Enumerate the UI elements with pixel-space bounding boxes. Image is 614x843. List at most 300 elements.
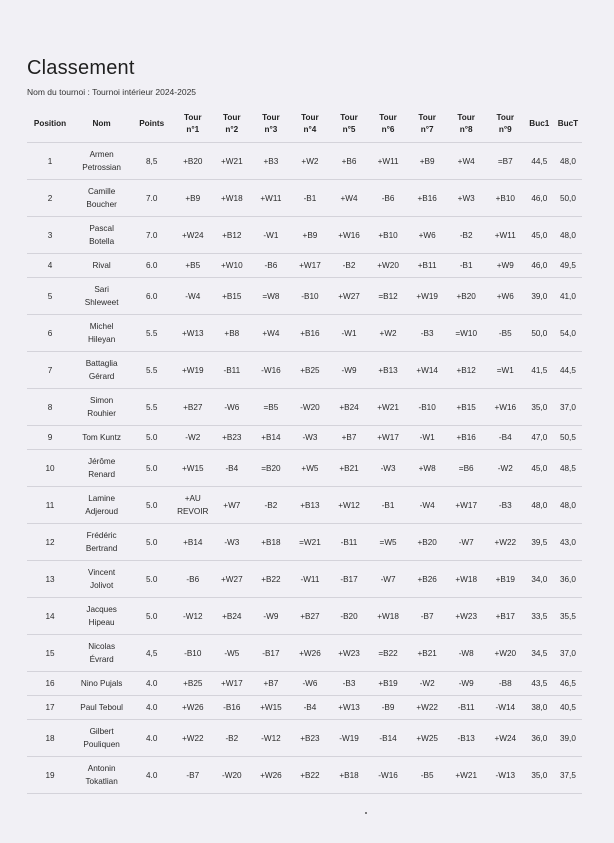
table-row: [27, 180, 582, 217]
points-cell: 5.0: [130, 561, 173, 598]
round-result-cell: -B10: [173, 635, 212, 672]
round-result-cell: +W17: [369, 426, 408, 450]
col-header-round-4: Tour n°4: [290, 106, 329, 143]
points-cell: 4.0: [130, 696, 173, 720]
tournament-name-line: [27, 87, 196, 97]
round-result-cell: +W20: [369, 254, 408, 278]
name-cell: [73, 561, 130, 598]
round-result-cell: +W2: [290, 143, 329, 180]
round-result-cell: +W26: [290, 635, 329, 672]
round-result-cell: +W13: [173, 315, 212, 352]
col-header-round-1: Tour n°1: [173, 106, 212, 143]
buct-cell: 54,0: [554, 315, 582, 352]
name-cell: [73, 352, 130, 389]
round-result-cell: +W14: [408, 352, 447, 389]
round-result-cell: +B13: [369, 352, 408, 389]
col-header-round-6: Tour n°6: [369, 106, 408, 143]
table-row: [27, 254, 582, 278]
round-result-cell: -B11: [329, 524, 368, 561]
round-result-cell: +W19: [408, 278, 447, 315]
buc1-cell: 39,5: [525, 524, 554, 561]
player-last-name: Rouhier: [87, 409, 116, 418]
position-cell: 10: [27, 450, 73, 487]
position-cell: 6: [27, 315, 73, 352]
round-result-cell: -B17: [329, 561, 368, 598]
round-result-cell: -W7: [447, 524, 486, 561]
name-cell: [73, 720, 130, 757]
round-result-cell: +W25: [408, 720, 447, 757]
round-result-cell: +B19: [369, 672, 408, 696]
round-result-cell: -W20: [212, 757, 251, 794]
points-cell: 4.0: [130, 720, 173, 757]
player-last-name: Hileyan: [87, 335, 116, 344]
round-result-cell: -B10: [408, 389, 447, 426]
round-result-cell: +W19: [173, 352, 212, 389]
position-cell: 2: [27, 180, 73, 217]
round-result-cell: +W11: [369, 143, 408, 180]
buc1-cell: 45,0: [525, 217, 554, 254]
buc1-cell: 38,0: [525, 696, 554, 720]
table-row: [27, 720, 582, 757]
player-last-name: Shleweet: [84, 298, 119, 307]
col-header-points: Points: [130, 106, 173, 143]
col-header-buc1: Buc1: [525, 106, 554, 143]
round-result-cell: -W2: [408, 672, 447, 696]
player-last-name: Gérard: [88, 372, 115, 381]
round-result-cell: -W16: [251, 352, 290, 389]
round-result-cell: -B4: [212, 450, 251, 487]
round-result-cell: =W21: [290, 524, 329, 561]
round-result-cell: +W4: [251, 315, 290, 352]
round-result-cell: +B17: [486, 598, 525, 635]
round-result-cell: -B10: [290, 278, 329, 315]
round-result-cell: +B22: [290, 757, 329, 794]
round-result-cell: +B20: [173, 143, 212, 180]
buc1-cell: 36,0: [525, 720, 554, 757]
name-cell: [73, 426, 130, 450]
round-result-cell: -W4: [408, 487, 447, 524]
round-result-cell: -W20: [290, 389, 329, 426]
col-header-round-8: Tour n°8: [447, 106, 486, 143]
table-row: [27, 450, 582, 487]
position-cell: 15: [27, 635, 73, 672]
round-result-cell: +W13: [329, 696, 368, 720]
player-last-name: Hipeau: [88, 618, 115, 627]
round-result-cell: +W17: [212, 672, 251, 696]
round-result-cell: -W1: [329, 315, 368, 352]
round-result-cell: -W3: [212, 524, 251, 561]
col-header-round-9: Tour n°9: [486, 106, 525, 143]
name-cell: [73, 696, 130, 720]
round-result-cell: +B15: [212, 278, 251, 315]
round-result-cell: +W24: [173, 217, 212, 254]
points-cell: 5.0: [130, 524, 173, 561]
table-row: [27, 426, 582, 450]
round-result-cell: -B3: [486, 487, 525, 524]
round-result-cell: -W3: [290, 426, 329, 450]
round-result-cell: +B21: [329, 450, 368, 487]
player-first-name: Michel: [89, 322, 114, 331]
position-cell: 18: [27, 720, 73, 757]
col-header-name: Nom: [73, 106, 130, 143]
player-first-name: Jacques: [86, 605, 117, 614]
table-row: [27, 672, 582, 696]
table-row: [27, 278, 582, 315]
tournament-name: Tournoi intérieur 2024-2025: [92, 87, 197, 97]
name-cell: [73, 487, 130, 524]
round-result-cell: -B5: [408, 757, 447, 794]
buct-cell: 50,5: [554, 426, 582, 450]
round-result-cell: +W6: [486, 278, 525, 315]
player-last-name: Jolivot: [90, 581, 114, 590]
points-cell: 4,5: [130, 635, 173, 672]
buct-cell: 48,5: [554, 450, 582, 487]
round-result-cell: -B16: [212, 696, 251, 720]
round-result-cell: =W10: [447, 315, 486, 352]
tournament-label: Nom du tournoi :: [27, 87, 90, 97]
table-row: [27, 217, 582, 254]
round-result-cell: +B19: [486, 561, 525, 598]
player-first-name: Frédéric: [86, 531, 117, 540]
round-result-cell: +B9: [173, 180, 212, 217]
round-result-cell: +W15: [251, 696, 290, 720]
buc1-cell: 50,0: [525, 315, 554, 352]
name-cell: [73, 254, 130, 278]
name-cell: [73, 672, 130, 696]
round-result-cell: +W11: [486, 217, 525, 254]
player-first-name: Lamine: [88, 494, 116, 503]
round-result-cell: +B22: [251, 561, 290, 598]
player-last-name: Renard: [88, 470, 116, 479]
position-cell: 9: [27, 426, 73, 450]
round-result-cell: =W8: [251, 278, 290, 315]
points-cell: 5.0: [130, 598, 173, 635]
round-result-cell: -B2: [447, 217, 486, 254]
col-header-position: Position: [27, 106, 73, 143]
round-result-cell: +W11: [251, 180, 290, 217]
round-result-cell: -W19: [329, 720, 368, 757]
round-result-cell: +B6: [329, 143, 368, 180]
position-cell: 17: [27, 696, 73, 720]
round-result-cell: +B25: [173, 672, 212, 696]
name-cell: [73, 180, 130, 217]
round-result-cell: -W1: [251, 217, 290, 254]
buc1-cell: 44,5: [525, 143, 554, 180]
name-cell: [73, 524, 130, 561]
round-result-cell: +B20: [447, 278, 486, 315]
round-result-cell: =B5: [251, 389, 290, 426]
table-row: [27, 561, 582, 598]
round-result-cell: -B2: [329, 254, 368, 278]
page-speck: [365, 812, 367, 814]
player-first-name: Vincent: [88, 568, 116, 577]
table-row: [27, 524, 582, 561]
table-row: [27, 696, 582, 720]
round-result-cell: -B9: [369, 696, 408, 720]
col-header-round-7: Tour n°7: [408, 106, 447, 143]
name-cell: [73, 635, 130, 672]
buct-cell: 37,5: [554, 757, 582, 794]
points-cell: 5.0: [130, 426, 173, 450]
table-row: [27, 143, 582, 180]
table-row: [27, 315, 582, 352]
round-result-cell: -W2: [173, 426, 212, 450]
buct-cell: 39,0: [554, 720, 582, 757]
round-result-cell: +B12: [447, 352, 486, 389]
round-result-cell: -W4: [173, 278, 212, 315]
round-result-cell: -W2: [486, 450, 525, 487]
buct-cell: 37,0: [554, 635, 582, 672]
round-result-cell: +AU REVOIR: [173, 487, 212, 524]
round-result-cell: +W18: [447, 561, 486, 598]
round-result-cell: +B11: [408, 254, 447, 278]
player-first-name: Tom Kuntz: [82, 433, 121, 442]
buct-cell: 48,0: [554, 143, 582, 180]
buc1-cell: 34,5: [525, 635, 554, 672]
round-result-cell: -B6: [369, 180, 408, 217]
position-cell: 7: [27, 352, 73, 389]
player-first-name: Antonin: [87, 764, 116, 773]
position-cell: 8: [27, 389, 73, 426]
player-first-name: Nicolas: [88, 642, 116, 651]
buc1-cell: 48,0: [525, 487, 554, 524]
points-cell: 4.0: [130, 757, 173, 794]
round-result-cell: +B12: [212, 217, 251, 254]
round-result-cell: +W26: [251, 757, 290, 794]
round-result-cell: +W27: [212, 561, 251, 598]
position-cell: 13: [27, 561, 73, 598]
round-result-cell: +W24: [486, 720, 525, 757]
buct-cell: 37,0: [554, 389, 582, 426]
round-result-cell: +W4: [329, 180, 368, 217]
round-result-cell: -W7: [369, 561, 408, 598]
round-result-cell: +B14: [173, 524, 212, 561]
round-result-cell: +W22: [173, 720, 212, 757]
page-title: Classement: [27, 57, 135, 79]
name-cell: [73, 143, 130, 180]
round-result-cell: +W23: [329, 635, 368, 672]
points-cell: 5.5: [130, 315, 173, 352]
position-cell: 1: [27, 143, 73, 180]
buc1-cell: 45,0: [525, 450, 554, 487]
round-result-cell: -B7: [173, 757, 212, 794]
standings-table: [27, 106, 582, 794]
buc1-cell: 43,5: [525, 672, 554, 696]
round-result-cell: +W21: [447, 757, 486, 794]
round-result-cell: +B3: [251, 143, 290, 180]
round-result-cell: +B18: [251, 524, 290, 561]
round-result-cell: +B16: [447, 426, 486, 450]
player-first-name: Gilbert: [89, 727, 114, 736]
player-last-name: Tokatlian: [85, 777, 118, 786]
buc1-cell: 46,0: [525, 254, 554, 278]
buc1-cell: 35,0: [525, 757, 554, 794]
round-result-cell: -B2: [212, 720, 251, 757]
round-result-cell: -B8: [486, 672, 525, 696]
round-result-cell: +B9: [408, 143, 447, 180]
points-cell: 5.5: [130, 352, 173, 389]
points-cell: 5.0: [130, 487, 173, 524]
round-result-cell: +B10: [369, 217, 408, 254]
table-row: [27, 635, 582, 672]
header-row: [27, 106, 582, 143]
player-last-name: Petrossian: [82, 163, 121, 172]
player-first-name: Simon: [90, 396, 114, 405]
round-result-cell: =B7: [486, 143, 525, 180]
round-result-cell: -B20: [329, 598, 368, 635]
buct-cell: 46,5: [554, 672, 582, 696]
table-row: [27, 352, 582, 389]
round-result-cell: +W15: [173, 450, 212, 487]
round-result-cell: -B6: [251, 254, 290, 278]
name-cell: [73, 389, 130, 426]
points-cell: 8,5: [130, 143, 173, 180]
round-result-cell: +B24: [212, 598, 251, 635]
round-result-cell: +W6: [408, 217, 447, 254]
points-cell: 4.0: [130, 672, 173, 696]
round-result-cell: +W8: [408, 450, 447, 487]
round-result-cell: +B27: [173, 389, 212, 426]
round-result-cell: +W12: [329, 487, 368, 524]
name-cell: [73, 217, 130, 254]
table-row: [27, 487, 582, 524]
points-cell: 6.0: [130, 278, 173, 315]
round-result-cell: -B3: [408, 315, 447, 352]
player-first-name: Camille: [87, 187, 116, 196]
round-result-cell: -W13: [486, 757, 525, 794]
round-result-cell: =W1: [486, 352, 525, 389]
buc1-cell: 47,0: [525, 426, 554, 450]
round-result-cell: +W23: [447, 598, 486, 635]
player-last-name: Boucher: [86, 200, 117, 209]
buct-cell: 40,5: [554, 696, 582, 720]
round-result-cell: +W26: [173, 696, 212, 720]
table-row: [27, 389, 582, 426]
buct-cell: 50,0: [554, 180, 582, 217]
table-row: [27, 598, 582, 635]
round-result-cell: +W17: [447, 487, 486, 524]
round-result-cell: +B21: [408, 635, 447, 672]
player-first-name: Rival: [92, 261, 111, 270]
round-result-cell: +W10: [212, 254, 251, 278]
round-result-cell: +B14: [251, 426, 290, 450]
buc1-cell: 46,0: [525, 180, 554, 217]
points-cell: 7.0: [130, 180, 173, 217]
round-result-cell: +B13: [290, 487, 329, 524]
round-result-cell: -B1: [290, 180, 329, 217]
player-first-name: Pascal: [89, 224, 114, 233]
col-header-buct: BucT: [554, 106, 582, 143]
round-result-cell: +B10: [486, 180, 525, 217]
player-first-name: Sari: [94, 285, 109, 294]
buct-cell: 48,0: [554, 487, 582, 524]
round-result-cell: -W3: [369, 450, 408, 487]
buc1-cell: 39,0: [525, 278, 554, 315]
name-cell: [73, 315, 130, 352]
buct-cell: 49,5: [554, 254, 582, 278]
round-result-cell: +W21: [369, 389, 408, 426]
position-cell: 12: [27, 524, 73, 561]
round-result-cell: -B17: [251, 635, 290, 672]
round-result-cell: +B25: [290, 352, 329, 389]
position-cell: 3: [27, 217, 73, 254]
round-result-cell: +W3: [447, 180, 486, 217]
round-result-cell: -B1: [447, 254, 486, 278]
round-result-cell: -W5: [212, 635, 251, 672]
round-result-cell: -W12: [251, 720, 290, 757]
buct-cell: 43,0: [554, 524, 582, 561]
position-cell: 16: [27, 672, 73, 696]
standings-body: [27, 143, 582, 794]
round-result-cell: -W12: [173, 598, 212, 635]
round-result-cell: =B12: [369, 278, 408, 315]
round-result-cell: =B22: [369, 635, 408, 672]
round-result-cell: +B27: [290, 598, 329, 635]
round-result-cell: -B7: [408, 598, 447, 635]
round-result-cell: +W22: [408, 696, 447, 720]
buct-cell: 35,5: [554, 598, 582, 635]
table-row: [27, 757, 582, 794]
player-last-name: Évrard: [89, 655, 114, 664]
round-result-cell: -B4: [290, 696, 329, 720]
position-cell: 14: [27, 598, 73, 635]
round-result-cell: -W16: [369, 757, 408, 794]
round-result-cell: -B4: [486, 426, 525, 450]
round-result-cell: +W7: [212, 487, 251, 524]
round-result-cell: -W9: [251, 598, 290, 635]
round-result-cell: +W22: [486, 524, 525, 561]
round-result-cell: -W6: [212, 389, 251, 426]
round-result-cell: +B18: [329, 757, 368, 794]
round-result-cell: +B8: [212, 315, 251, 352]
round-result-cell: +W20: [486, 635, 525, 672]
player-first-name: Nino Pujals: [80, 679, 123, 688]
player-last-name: Pouliquen: [83, 740, 120, 749]
round-result-cell: =B20: [251, 450, 290, 487]
round-result-cell: +B16: [290, 315, 329, 352]
points-cell: 5.5: [130, 389, 173, 426]
round-result-cell: +W27: [329, 278, 368, 315]
buc1-cell: 33,5: [525, 598, 554, 635]
round-result-cell: +B16: [408, 180, 447, 217]
position-cell: 11: [27, 487, 73, 524]
points-cell: 5.0: [130, 450, 173, 487]
round-result-cell: -W14: [486, 696, 525, 720]
round-result-cell: +B15: [447, 389, 486, 426]
round-result-cell: +B9: [290, 217, 329, 254]
round-result-cell: +B23: [290, 720, 329, 757]
round-result-cell: +W18: [212, 180, 251, 217]
round-result-cell: -W6: [290, 672, 329, 696]
buc1-cell: 41,5: [525, 352, 554, 389]
buct-cell: 44,5: [554, 352, 582, 389]
round-result-cell: -B2: [251, 487, 290, 524]
col-header-round-3: Tour n°3: [251, 106, 290, 143]
name-cell: [73, 450, 130, 487]
points-cell: 7.0: [130, 217, 173, 254]
buc1-cell: 34,0: [525, 561, 554, 598]
round-result-cell: -B3: [329, 672, 368, 696]
player-first-name: Armen: [89, 150, 114, 159]
player-last-name: Bertrand: [85, 544, 118, 553]
round-result-cell: +W16: [486, 389, 525, 426]
round-result-cell: +W2: [369, 315, 408, 352]
round-result-cell: =W5: [369, 524, 408, 561]
round-result-cell: +W9: [486, 254, 525, 278]
round-result-cell: +B26: [408, 561, 447, 598]
round-result-cell: +W18: [369, 598, 408, 635]
name-cell: [73, 278, 130, 315]
